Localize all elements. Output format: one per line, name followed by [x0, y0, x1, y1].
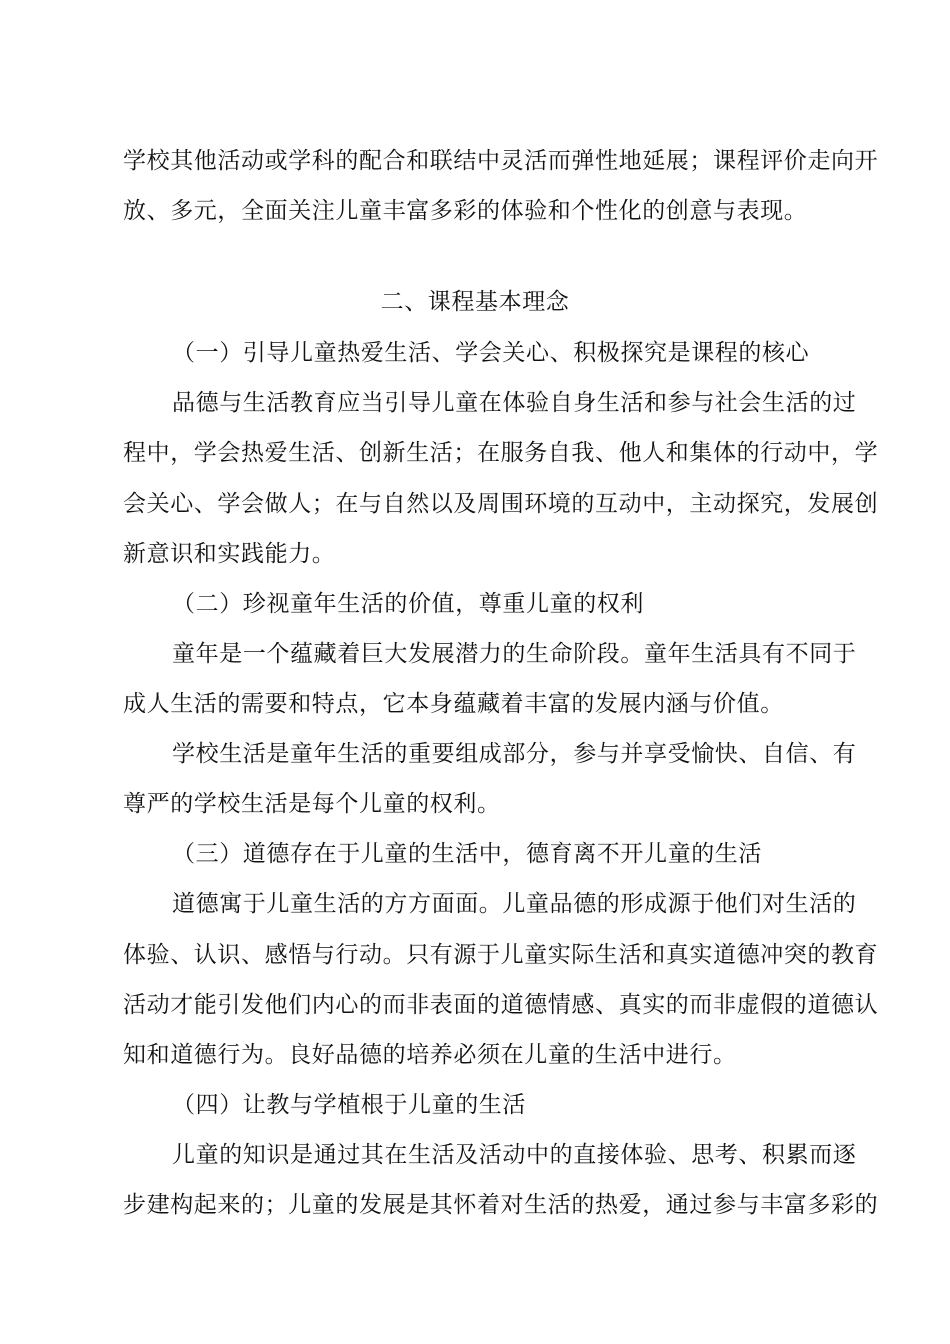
s2-heading: （二）珍视童年生活的价值，尊重儿童的权利: [172, 591, 644, 617]
s4-p1-line-2: 步建构起来的；儿童的发展是其怀着对生活的热爱，通过参与丰富多彩的: [123, 1192, 879, 1218]
s2-p1-line-1: 童年是一个蕴藏着巨大发展潜力的生命阶段。童年生活具有不同于: [172, 641, 857, 667]
s2-p2-line-2: 尊严的学校生活是每个儿童的权利。: [123, 791, 501, 817]
s1-heading: （一）引导儿童热爱生活、学会关心、积极探究是课程的核心: [172, 340, 810, 366]
s3-heading: （三）道德存在于儿童的生活中，德育离不开儿童的生活: [172, 841, 762, 867]
s4-heading: （四）让教与学植根于儿童的生活: [172, 1092, 526, 1118]
s2-p2-line-1: 学校生活是童年生活的重要组成部分，参与并享受愉快、自信、有: [172, 741, 857, 767]
s4-p1-line-1: 儿童的知识是通过其在生活及活动中的直接体验、思考、积累而逐: [172, 1142, 857, 1168]
s3-p1-line-3: 活动才能引发他们内心的而非表面的道德情感、真实的而非虚假的道德认: [123, 992, 879, 1018]
intro-line-2: 放、多元，全面关注儿童丰富多彩的体验和个性化的创意与表现。: [123, 198, 808, 224]
s1-p1-line-1: 品德与生活教育应当引导儿童在体验自身生活和参与社会生活的过: [172, 390, 857, 416]
s2-p1-line-2: 成人生活的需要和特点，它本身蕴藏着丰富的发展内涵与价值。: [123, 691, 784, 717]
s1-p1-line-3: 会关心、学会做人；在与自然以及周围环境的互动中，主动探究，发展创: [123, 491, 879, 517]
s1-p1-line-2: 程中，学会热爱生活、创新生活；在服务自我、他人和集体的行动中，学: [123, 440, 879, 466]
section-title: 二、课程基本理念: [380, 289, 570, 315]
intro-line-1: 学校其他活动或学科的配合和联结中灵活而弹性地延展；课程评价走向开: [123, 148, 879, 174]
s3-p1-line-2: 体验、认识、感悟与行动。只有源于儿童实际生活和真实道德冲突的教育: [123, 942, 879, 968]
s1-p1-line-4: 新意识和实践能力。: [123, 541, 336, 567]
s3-p1-line-4: 知和道德行为。良好品德的培养必须在儿童的生活中进行。: [123, 1042, 737, 1068]
s3-p1-line-1: 道德寓于儿童生活的方方面面。儿童品德的形成源于他们对生活的: [172, 891, 857, 917]
